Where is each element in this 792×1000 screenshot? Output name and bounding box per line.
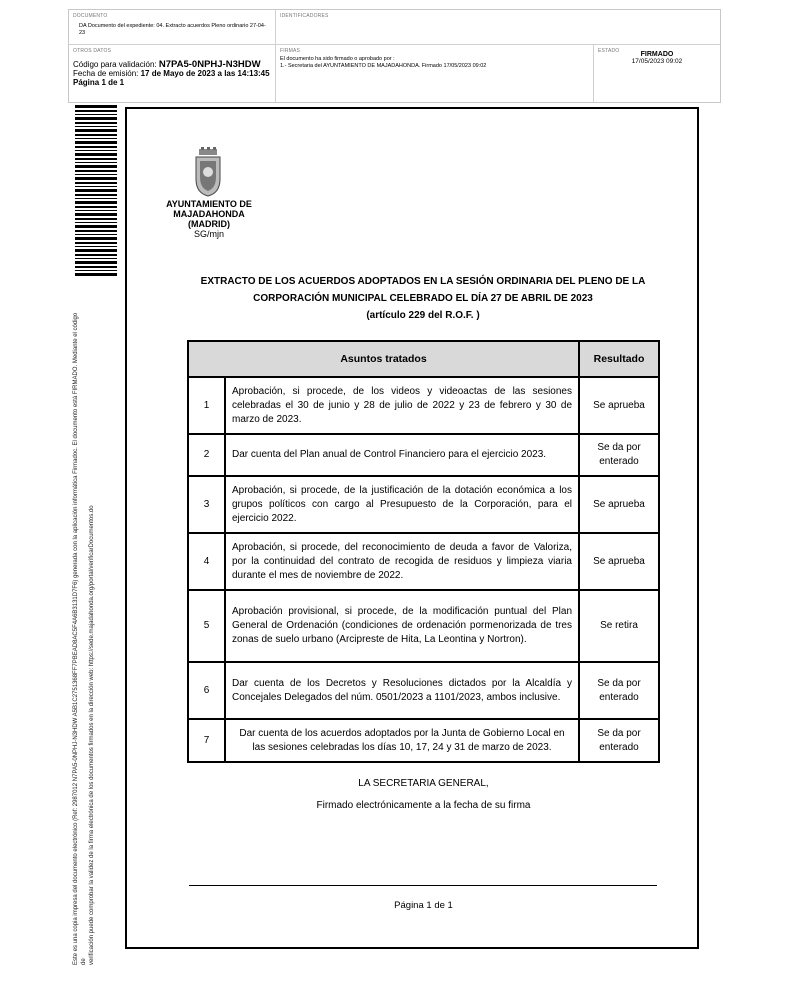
- signature-note: Firmado electrónicamente a la fecha de su firma: [316, 800, 531, 811]
- estado-cell: [594, 45, 720, 102]
- side-text-line2: verificación puede comprobar la validez de la firma electrónica de los documentos firmados en la dirección web: https://sede.majadahonda.org/portal/verificarDocumentos.do: [89, 505, 95, 965]
- side-verification-text: [72, 305, 96, 965]
- estado-value: FIRMADO: [640, 51, 674, 58]
- signature-title: LA SECRETARIA GENERAL,: [358, 778, 489, 789]
- documento-value: DA Documento del expediente: 04. Extracto acuerdos Pleno ordinario 27-04-23: [79, 23, 266, 36]
- row-asunto: Aprobación, si procede, de la justificación de la dotación económica a los grupos políticos con cargo al Presupuesto de la Corporación, para el ejercicio 2022.: [225, 476, 579, 533]
- firmas-line2: 1.- Secretaria del AYUNTAMIENTO DE MAJADAHONDA. Firmado 17/05/2023 09:02: [280, 63, 487, 69]
- row-number: 6: [188, 662, 225, 719]
- codigo-value: N7PA5-0NPHJ-N3HDW: [158, 59, 261, 70]
- firmas-line1: El documento ha sido firmado o aprobado por :: [280, 56, 395, 62]
- fecha-label: Fecha de emisión:: [73, 69, 139, 78]
- title-line2: CORPORACIÓN MUNICIPAL CELEBRADO EL DÍA 27 DE ABRIL DE 2023: [253, 293, 593, 304]
- codigo-label: Código para validación:: [73, 60, 157, 69]
- footer-divider: [189, 885, 657, 886]
- row-asunto: Dar cuenta de los acuerdos adoptados por la Junta de Gobierno Local en las sesiones celebradas los días 10, 17, 24 y 31 de marzo de 2023.: [225, 719, 579, 762]
- documento-label: DOCUMENTO: [73, 13, 108, 19]
- row-resultado: Se aprueba: [579, 476, 659, 533]
- document-title: [187, 273, 659, 324]
- identificadores-label: IDENTIFICADORES: [280, 13, 329, 19]
- page-footer: Página 1 de 1: [394, 900, 453, 911]
- org-line2: MAJADAHONDA: [173, 209, 245, 219]
- title-line1: EXTRACTO DE LOS ACUERDOS ADOPTADOS EN LA SESIÓN ORDINARIA DEL PLENO DE LA: [200, 276, 646, 287]
- col-resultado-header: Resultado: [579, 341, 659, 377]
- firmas-cell: [276, 45, 594, 102]
- agreements-table: [187, 340, 660, 763]
- fecha-value: 17 de Mayo de 2023 a las 14:13:45: [140, 69, 270, 78]
- row-number: 1: [188, 377, 225, 434]
- pagina-header: Página 1 de 1: [73, 78, 125, 87]
- organization-block: [157, 199, 261, 239]
- table-row: [188, 662, 659, 719]
- table-row: [188, 476, 659, 533]
- firmas-label: FIRMAS: [280, 48, 301, 54]
- side-text-line1: Este es una copia impresa del documento electrónico (Ref: 2987012 N7PA5-0NPHJ-N3HDW A5B1C2751368FF7PBEAD8AC5F4A6B3131D7F6) generada con la aplicación informática Firmadoc. El documento está FIRMADO. Mediante el código de: [73, 312, 87, 965]
- row-asunto: Aprobación provisional, si procede, de la modificación puntual del Plan General de Ordenación (condiciones de ordenación pormenorizada de tres zonas de suelo urbano (Arcipreste de Hita, La Leontina y Nortron).: [225, 590, 579, 662]
- coat-of-arms-logo: [193, 147, 223, 197]
- document-page: [125, 107, 699, 949]
- row-number: 7: [188, 719, 225, 762]
- col-asuntos-header: Asuntos tratados: [188, 341, 579, 377]
- document-header: [68, 9, 721, 103]
- estado-label: ESTADO: [598, 48, 620, 54]
- estado-fecha: 17/05/2023 09:02: [631, 58, 683, 65]
- barcode-image: [75, 105, 117, 277]
- row-asunto: Aprobación, si procede, del reconocimiento de deuda a favor de Valoriza, por la continuidad del contrato de recogida de residuos y limpieza viaria durante el mes de noviembre de 2022.: [225, 533, 579, 590]
- table-row: [188, 719, 659, 762]
- row-resultado: Se da por enterado: [579, 434, 659, 476]
- org-line1: AYUNTAMIENTO DE: [166, 199, 252, 209]
- row-resultado: Se aprueba: [579, 377, 659, 434]
- row-resultado: Se da por enterado: [579, 719, 659, 762]
- org-ref: SG/mjn: [193, 229, 224, 239]
- row-resultado: Se retira: [579, 590, 659, 662]
- title-line3: (artículo 229 del R.O.F. ): [366, 310, 480, 321]
- identificadores-cell: [276, 10, 720, 45]
- row-number: 5: [188, 590, 225, 662]
- table-row: [188, 434, 659, 476]
- row-resultado: Se da por enterado: [579, 662, 659, 719]
- otros-datos-cell: [69, 45, 276, 102]
- row-asunto: Dar cuenta de los Decretos y Resoluciones dictados por la Alcaldía y Concejales Delegados del núm. 0501/2023 a 1101/2023, ambos inclusive.: [225, 662, 579, 719]
- row-number: 3: [188, 476, 225, 533]
- row-asunto: Aprobación, si procede, de los videos y videoactas de las sesiones celebradas el 30 de junio y 28 de julio de 2022 y 23 de febrero y 30 de marzo de 2023.: [225, 377, 579, 434]
- org-line3: (MADRID): [188, 219, 230, 229]
- row-asunto: Dar cuenta del Plan anual de Control Financiero para el ejercicio 2023.: [225, 434, 579, 476]
- otros-datos-label: OTROS DATOS: [73, 48, 112, 54]
- documento-cell: [69, 10, 276, 45]
- table-row: [188, 533, 659, 590]
- row-resultado: Se aprueba: [579, 533, 659, 590]
- row-number: 2: [188, 434, 225, 476]
- row-number: 4: [188, 533, 225, 590]
- table-row: [188, 377, 659, 434]
- table-row: [188, 590, 659, 662]
